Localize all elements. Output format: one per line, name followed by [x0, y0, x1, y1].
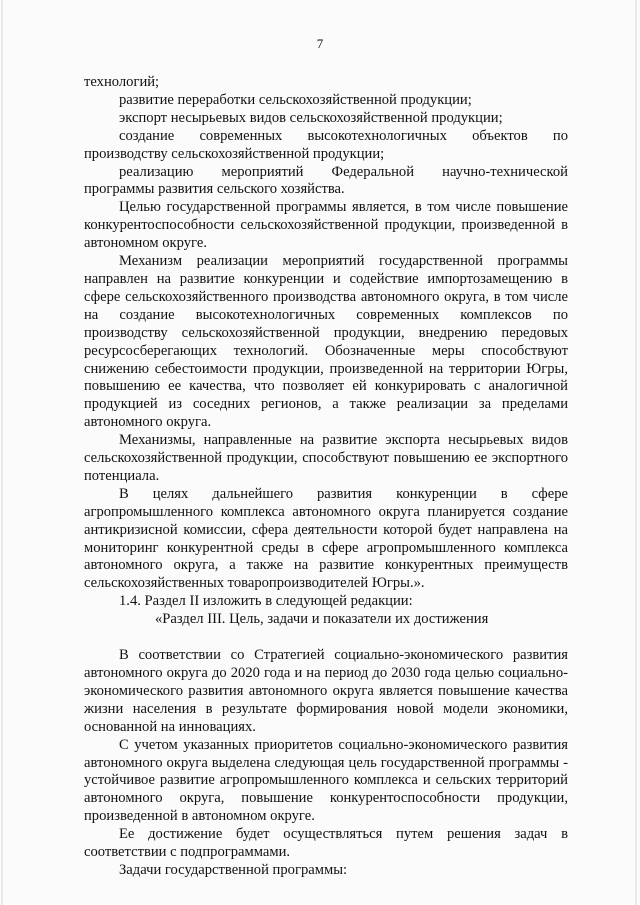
scan-edge-right	[635, 0, 637, 905]
paragraph-priorities: С учетом указанных приоритетов социально-экономического развития автономного округа выделена следующая цель государственной программы - устойчивое развитие агропромышленного комплекса и сельских территорий автономного округа, повышение конкурентоспособности продукции, произведенной в автономном округе.	[84, 736, 568, 825]
paragraph-competition: В целях дальнейшего развития конкуренции в сфере агропромышленного комплекса автономного округа планируется создание антикризисной комиссии, сфера деятельности которой будет направлена на мониторинг конкурентной среды в сфере агропромышленного комплекса автономного округа, а также на развитие конкурентных преимуществ сельскохозяйственных товаропроизводителей Югры.».	[84, 485, 568, 592]
scan-edge-left	[1, 0, 3, 905]
paragraph-export-mechanisms: Механизмы, направленные на развитие экспорта несырьевых видов сельскохозяйственной продукции, способствуют повышению ее экспортного потенциала.	[84, 432, 568, 484]
list-item-processing: развитие переработки сельскохозяйственной продукции;	[119, 91, 472, 108]
document-body	[84, 74, 568, 880]
paragraph-section-amendment: 1.4. Раздел II изложить в следующей редакции:	[119, 593, 413, 610]
heading-spacer	[84, 629, 568, 647]
paragraph-strategy: В соответствии со Стратегией социально-экономического развития автономного округа до 2020 года и на период до 2030 года целью социально-экономического развития автономного округа является повышение качества жизни населения в результате формирования новой модели экономики, основанной на инновациях.	[84, 647, 568, 735]
paragraph-mechanism: Механизм реализации мероприятий государственной программы направлен на развитие конкуренции и содействие импортозамещению в сфере сельскохозяйственного производства автономного округа, в том числе на создание высокотехнологичных современных комплексов по производству сельскохозяйственной продукции, внедрению передовых ресурсосберегающих технологий. Обозначенные меры способствуют снижению себестоимости продукции, произведенной на территории Югры, повышению ее качества, что позволяет ей конкурировать с аналогичной продукцией из соседних регионов, а также реализации за пределами автономного округа.	[84, 253, 568, 431]
page-number: 7	[316, 36, 324, 51]
list-item-federal-program: реализацию мероприятий Федеральной научно-технической программы развития сельского хозяйства.	[84, 163, 568, 198]
paragraph-tasks-intro: Задачи государственной программы:	[119, 861, 348, 878]
paragraph-continuation: технологий;	[84, 74, 160, 90]
section-heading: «Раздел III. Цель, задачи и показатели их достижения	[155, 611, 489, 628]
list-item-facilities: создание современных высокотехнологичных объектов по производству сельскохозяйственной продукции;	[84, 127, 568, 162]
list-item-export: экспорт несырьевых видов сельскохозяйственной продукции;	[119, 109, 503, 126]
paragraph-program-goal: Целью государственной программы является, в том числе повышение конкурентоспособности сельскохозяйственной продукции, произведенной в автономном округе.	[84, 199, 568, 252]
paragraph-achievement: Ее достижение будет осуществляться путем решения задач в соответствии с подпрограммами.	[84, 826, 568, 861]
